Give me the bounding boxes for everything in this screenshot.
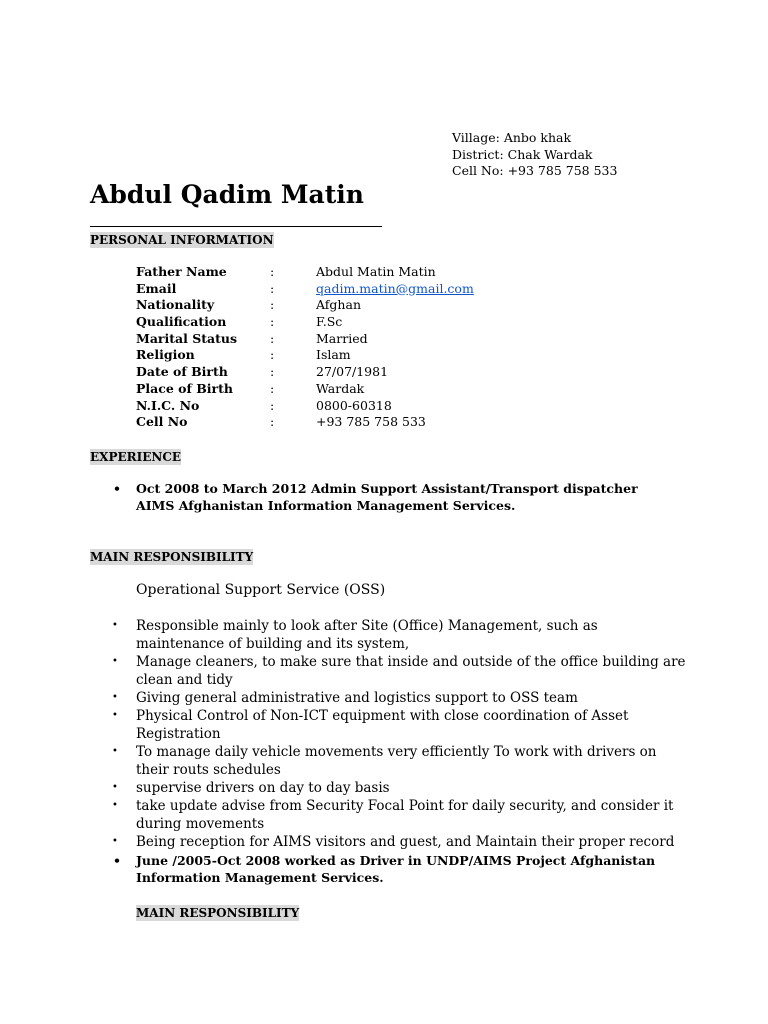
info-separator: :: [270, 380, 275, 396]
experience-text: June /2005-Oct 2008 worked as Driver in UNDP/AIMS Project Afghanistan Information Management Services.: [136, 853, 656, 885]
info-separator: :: [270, 297, 275, 313]
experience-item: [0, 852, 768, 888]
info-value: F.Sc: [316, 314, 343, 330]
info-label: Cell No: [136, 414, 188, 430]
experience-text: Oct 2008 to March 2012 Admin Support Assistant/Transport dispatcher AIMS Afghanistan Information Management Services.: [136, 481, 638, 513]
list-item: [0, 779, 768, 797]
info-value: +93 785 758 533: [316, 414, 426, 430]
info-separator: :: [270, 314, 275, 330]
bullet-icon: •: [112, 620, 118, 631]
list-item-text: Being reception for AIMS visitors and guest, and Maintain their proper record: [136, 834, 675, 850]
info-label: Father Name: [136, 264, 227, 279]
info-value: Afghan: [316, 297, 361, 313]
list-item: [0, 689, 768, 707]
info-value: Islam: [316, 347, 351, 363]
list-item-text: Responsible mainly to look after Site (Office) Management, such as maintenance of building and its system,: [136, 618, 598, 652]
info-label: Date of Birth: [136, 364, 228, 380]
list-item: [0, 797, 768, 833]
list-item: [0, 707, 768, 743]
address-village: Village: Anbo khak: [452, 130, 572, 145]
info-label: N.I.C. No: [136, 397, 200, 413]
info-label: Religion: [136, 347, 195, 363]
info-separator: :: [270, 264, 275, 279]
info-label: Qualification: [136, 314, 227, 330]
bullet-icon: •: [112, 836, 118, 847]
list-item: [0, 833, 768, 851]
bullet-icon: •: [112, 746, 118, 757]
info-label: Nationality: [136, 297, 215, 313]
personal-information-heading-wrap: [90, 229, 274, 248]
info-value: 0800-60318: [316, 397, 392, 413]
bullet-icon: •: [112, 782, 118, 793]
name-underline: [90, 226, 382, 227]
info-separator: :: [270, 414, 275, 430]
bullet-icon: •: [112, 800, 118, 811]
info-value: Abdul Matin Matin: [316, 264, 436, 279]
responsibilities-list: [0, 617, 768, 851]
list-item: [0, 617, 768, 653]
bullet-icon: •: [112, 710, 118, 721]
info-label: Place of Birth: [136, 380, 233, 396]
address-cell: Cell No: +93 785 758 533: [452, 163, 618, 178]
address-block: [452, 130, 617, 180]
resume-name: Abdul Qadim Matin: [90, 180, 364, 209]
list-item-text: supervise drivers on day to day basis: [136, 780, 390, 796]
list-item: [0, 653, 768, 689]
personal-information-heading: PERSONAL INFORMATION: [90, 233, 274, 247]
address-district: District: Chak Wardak: [452, 146, 593, 162]
info-label: Marital Status: [136, 330, 238, 346]
experience-heading-wrap: [90, 446, 181, 465]
bullet-icon: •: [112, 692, 118, 703]
list-item: [0, 743, 768, 779]
info-separator: :: [270, 397, 275, 413]
info-separator: :: [270, 347, 275, 363]
main-responsibility-heading-wrap: [90, 546, 253, 565]
list-item-text: To manage daily vehicle movements very efficiently To work with drivers on their routs schedules: [136, 744, 657, 778]
list-item-text: take update advise from Security Focal Point for daily security, and consider it during movements: [136, 798, 674, 832]
list-item-text: Manage cleaners, to make sure that inside and outside of the office building are clean and tidy: [136, 654, 686, 688]
email-link[interactable]: qadim.matin@gmail.com: [316, 280, 474, 296]
info-value: Wardak: [316, 380, 365, 396]
info-value: 27/07/1981: [316, 364, 389, 380]
experience-heading: EXPERIENCE: [90, 450, 182, 464]
info-value: Married: [316, 330, 368, 346]
list-item-text: Physical Control of Non-ICT equipment with close coordination of Asset Registration: [136, 708, 629, 742]
bullet-icon: •: [113, 481, 121, 496]
info-separator: :: [270, 280, 275, 296]
main-responsibility-heading: MAIN RESPONSIBILITY: [90, 550, 254, 564]
list-item-text: Giving general administrative and logistics support to OSS team: [136, 690, 578, 706]
oss-title: Operational Support Service (OSS): [136, 582, 386, 598]
experience-item: [0, 480, 768, 516]
main-responsibility-heading-2-wrap: [136, 902, 299, 921]
bullet-icon: •: [113, 853, 121, 868]
info-separator: :: [270, 330, 275, 346]
info-label: Email: [136, 280, 177, 296]
bullet-icon: •: [112, 656, 118, 667]
info-separator: :: [270, 364, 275, 380]
main-responsibility-heading: MAIN RESPONSIBILITY: [136, 906, 300, 920]
